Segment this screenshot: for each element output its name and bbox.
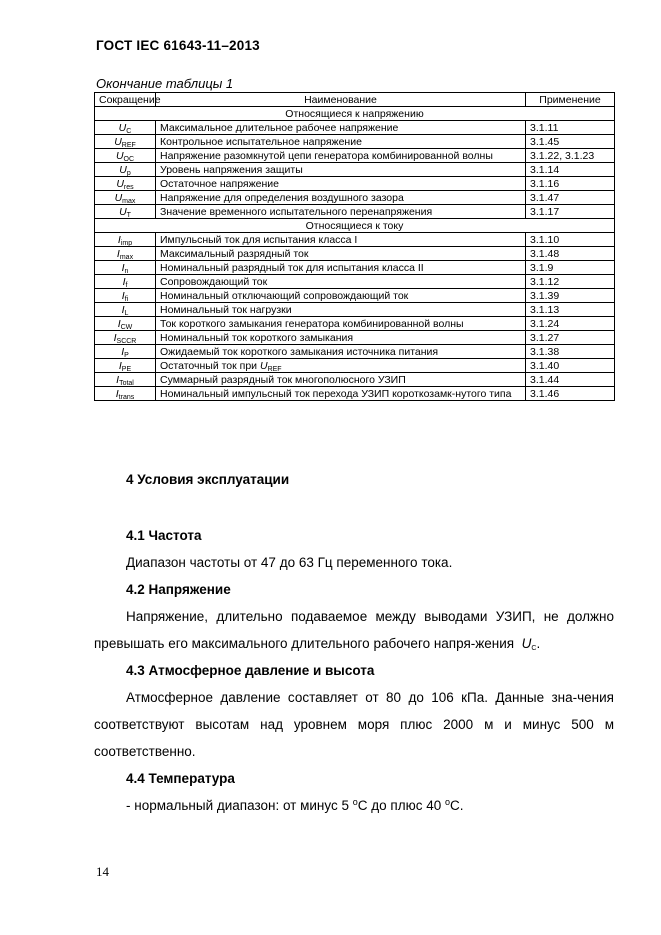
abbreviations-table: [94, 92, 615, 401]
table-row: [95, 289, 615, 303]
abbr-cell: $I_{fi}$: [95, 289, 156, 303]
name-cell: Максимальный разрядный ток: [156, 247, 526, 261]
name-cell: Максимальное длительное рабочее напряжение: [156, 121, 526, 135]
section-4-1: [94, 522, 614, 819]
table-row: [95, 135, 615, 149]
application-cell: 3.1.48: [526, 247, 615, 261]
application-cell: 3.1.24: [526, 317, 615, 331]
application-cell: 3.1.47: [526, 191, 615, 205]
table-header-row: [95, 93, 615, 107]
table-row: [95, 149, 615, 163]
section-4-2-text: Напряжение, длительно подаваемое между выводами УЗИП, не должно превышать его максимального длительного рабочего напря-жения $U_C$.: [94, 609, 614, 652]
column-header-name: Наименование: [156, 93, 526, 107]
table-row: [95, 373, 615, 387]
abbr-cell: $U_{OC}$: [95, 149, 156, 163]
application-cell: 3.1.9: [526, 261, 615, 275]
abbr-cell: $I_{trans}$: [95, 387, 156, 401]
table-row: [95, 205, 615, 219]
section-label: Относящиеся к напряжению: [95, 107, 615, 121]
abbr-cell: $I_P$: [95, 345, 156, 359]
name-cell: Суммарный разрядный ток многополюсного УЗИП: [156, 373, 526, 387]
application-cell: 3.1.12: [526, 275, 615, 289]
table-row: [95, 247, 615, 261]
abbr-cell: $U_{max}$: [95, 191, 156, 205]
document-header: ГОСТ IEC 61643-11–2013: [96, 38, 260, 53]
abbr-cell: $I_{max}$: [95, 247, 156, 261]
page-number: 14: [96, 864, 109, 879]
name-cell: Номинальный разрядный ток для испытания класса II: [156, 261, 526, 275]
abbr-cell: $I_f$: [95, 275, 156, 289]
table-row: [95, 163, 615, 177]
abbr-cell: $I_L$: [95, 303, 156, 317]
application-cell: 3.1.46: [526, 387, 615, 401]
name-cell: Номинальный отключающий сопровождающий ток: [156, 289, 526, 303]
abbr-cell: $U_{res}$: [95, 177, 156, 191]
table-row: [95, 303, 615, 317]
abbr-cell: $I_{PE}$: [95, 359, 156, 373]
name-cell: Номинальный импульсный ток перехода УЗИП короткозамк-нутого типа: [156, 387, 526, 401]
name-cell: Номинальный ток нагрузки: [156, 303, 526, 317]
application-cell: 3.1.16: [526, 177, 615, 191]
application-cell: 3.1.17: [526, 205, 615, 219]
name-cell: Уровень напряжения защиты: [156, 163, 526, 177]
section-label: Относящиеся к току: [95, 219, 615, 233]
name-cell: Контрольное испытательное напряжение: [156, 135, 526, 149]
name-cell: Напряжение для определения воздушного зазора: [156, 191, 526, 205]
application-cell: 3.1.22, 3.1.23: [526, 149, 615, 163]
application-cell: 3.1.13: [526, 303, 615, 317]
table-row: [95, 359, 615, 373]
section-4-4-heading: 4.4 Температура: [126, 771, 235, 786]
section-4-1-text: Диапазон частоты от 47 до 63 Гц переменного тока.: [126, 555, 453, 570]
table-row: [95, 317, 615, 331]
table-row: [95, 191, 615, 205]
abbr-cell: $I_{SCCR}$: [95, 331, 156, 345]
abbr-cell: $U_{REF}$: [95, 135, 156, 149]
abbr-cell: $I_{Total}$: [95, 373, 156, 387]
application-cell: 3.1.40: [526, 359, 615, 373]
section-4-heading: 4 Условия эксплуатации: [126, 472, 290, 487]
section-4-3-text: Атмосферное давление составляет от 80 до 106 кПа. Данные зна-чения соответствуют высотам над уровнем моря плюс 2000 м и минус 500 м соответственно.: [94, 690, 614, 759]
section-4-4-text: - нормальный диапазон: от минус 5 $^o$С до плюс 40 $^o$С.: [126, 797, 464, 813]
abbr-cell: $I_n$: [95, 261, 156, 275]
application-cell: 3.1.44: [526, 373, 615, 387]
abbr-cell: $U_C$: [95, 121, 156, 135]
table-row: [95, 177, 615, 191]
section-4-3-heading: 4.3 Атмосферное давление и высота: [126, 663, 375, 678]
column-header-app: Применение: [526, 93, 615, 107]
name-cell: Остаточное напряжение: [156, 177, 526, 191]
abbr-cell: $U_p$: [95, 163, 156, 177]
application-cell: 3.1.38: [526, 345, 615, 359]
application-cell: 3.1.27: [526, 331, 615, 345]
name-cell: Остаточный ток при $U_{REF}$: [156, 359, 526, 373]
table-row: [95, 331, 615, 345]
section-4-2-heading: 4.2 Напряжение: [126, 582, 231, 597]
abbr-cell: $I_{imp}$: [95, 233, 156, 247]
name-cell: Значение временного испытательного перенапряжения: [156, 205, 526, 219]
name-cell: Номинальный ток короткого замыкания: [156, 331, 526, 345]
application-cell: 3.1.45: [526, 135, 615, 149]
name-cell: Импульсный ток для испытания класса I: [156, 233, 526, 247]
table-row: [95, 275, 615, 289]
name-cell: Ток короткого замыкания генератора комбинированной волны: [156, 317, 526, 331]
application-cell: 3.1.39: [526, 289, 615, 303]
abbr-cell: $I_{CW}$: [95, 317, 156, 331]
name-cell: Сопровождающий ток: [156, 275, 526, 289]
abbr-cell: $U_T$: [95, 205, 156, 219]
section-4-1-heading: 4.1 Частота: [126, 528, 202, 543]
table-row: [95, 233, 615, 247]
name-cell: Ожидаемый ток короткого замыкания источника питания: [156, 345, 526, 359]
name-cell: Напряжение разомкнутой цепи генератора комбинированной волны: [156, 149, 526, 163]
table-section-row: [95, 107, 615, 121]
table-row: [95, 261, 615, 275]
application-cell: 3.1.10: [526, 233, 615, 247]
application-cell: 3.1.14: [526, 163, 615, 177]
column-header-abbr: Сокращение: [95, 93, 156, 107]
table-row: [95, 345, 615, 359]
table-row: [95, 387, 615, 401]
table-section-row: [95, 219, 615, 233]
table-row: [95, 121, 615, 135]
application-cell: 3.1.11: [526, 121, 615, 135]
table-caption: Окончание таблицы 1: [96, 76, 234, 91]
